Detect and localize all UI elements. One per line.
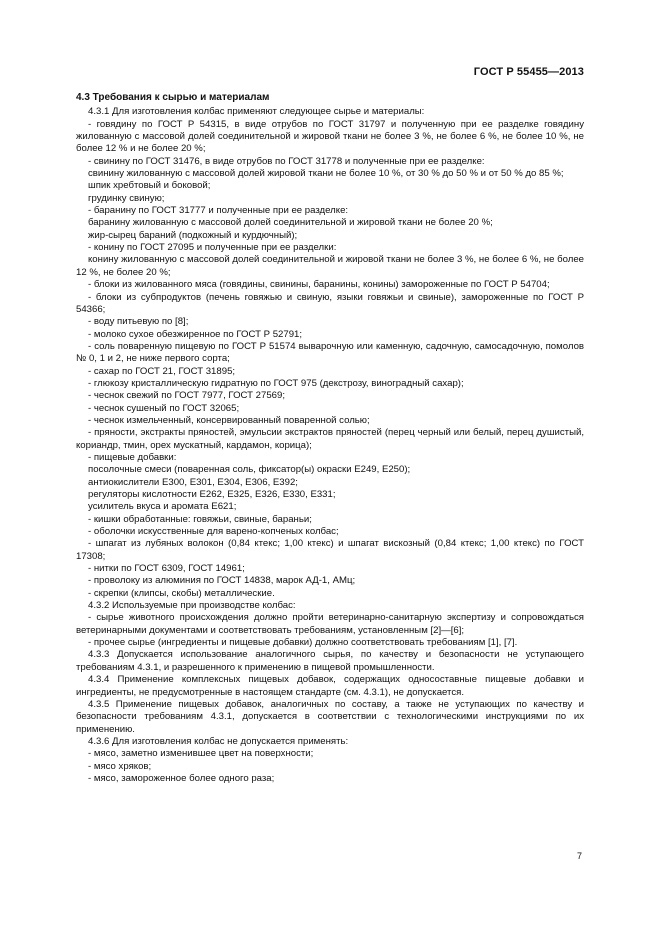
paragraph: - нитки по ГОСТ 6309, ГОСТ 14961; [88,563,245,575]
paragraph: - конину по ГОСТ 27095 и полученные при ее разделки: [88,242,337,254]
paragraph: - мясо, заметно изменившее цвет на поверхности; [88,748,314,760]
paragraph: - проволоку из алюминия по ГОСТ 14838, марок АД-1, АМц; [88,575,356,587]
paragraph: свинину жилованную с массовой долей жировой ткани не более 10 %, от 30 % до 50 % и от 50 % до 85 %; [88,168,564,180]
paragraph: грудинку свиную; [88,192,165,204]
paragraph: 4.3.5 Применение пищевых добавок, аналогичных по составу, а также не уступающих по качеству и безопасности требованиям 4.3.1, допускается в соответствии с технологическими инструкциями по их применению. [76,698,584,735]
paragraph: 4.3.2 Используемые при производстве колбас: [88,600,296,612]
paragraph: баранину жилованную с массовой долей соединительной и жировой ткани не более 20 %; [88,217,493,229]
paragraph: - сырье животного происхождения должно пройти ветеринарно-санитарную экспертизу и сопровождаться ветеринарными документами и соответствовать требованиям, установленным [2]—[6]; [76,612,584,636]
paragraph: - мясо, замороженное более одного раза; [88,772,275,784]
paragraph-list [76,106,584,785]
paragraph: - чеснок сушеный по ГОСТ 32065; [88,402,240,414]
paragraph: - скрепки (клипсы, скобы) металлические. [88,587,275,599]
paragraph: - глюкозу кристаллическую гидратную по ГОСТ 975 (декстрозу, виноградный сахар); [88,377,464,389]
paragraph: - оболочки искусственные для варено-копченых колбас; [88,526,339,538]
paragraph: - пряности, экстракты пряностей, эмульсии экстрактов пряностей (перец черный или белый, перец душистый, кориандр, тмин, орех мускатный, кардамон, корица); [76,427,584,451]
paragraph: 4.3.4 Применение комплексных пищевых добавок, содержащих односоставные пищевые добавки и ингредиенты, не предусмотренные в настоящем стандарте (см. 4.3.1), не допускается. [76,674,584,698]
standard-header: ГОСТ Р 55455—2013 [473,66,584,78]
paragraph: усилитель вкуса и аромата Е621; [88,501,237,513]
paragraph: антиокислители Е300, Е301, Е304, Е306, Е392; [88,476,298,488]
paragraph: - блоки из жилованного мяса (говядины, свинины, баранины, конины) замороженные по ГОСТ Р 54704; [88,279,550,291]
paragraph: регуляторы кислотности Е262, Е325, Е326, Е330, Е331; [88,489,336,500]
paragraph: - чеснок измельченный, консервированный поваренной солью; [88,414,370,426]
paragraph: жир-сырец бараний (подкожный и курдючный); [88,229,298,241]
paragraph: посолочные смеси (поваренная соль, фиксатор(ы) окраски Е249, Е250); [88,464,411,476]
paragraph: 4.3.1 Для изготовления колбас применяют следующее сырье и материалы: [88,106,425,118]
paragraph: - прочее сырье (ингредиенты и пищевые добавки) должно соответствовать требованиям [1], [7]. [88,637,518,649]
paragraph: - соль поваренную пищевую по ГОСТ Р 51574 выварочную или каменную, садочную, самосадочную, помолов № 0, 1 и 2, не ниже первого сорта; [76,340,584,365]
paragraph: конину жилованную с массовой долей соединительной и жировой ткани не более 3 %, не более 6 %, не более 12 %, не более 20 %; [76,254,584,278]
paragraph: - молоко сухое обезжиренное по ГОСТ Р 52791; [88,328,303,340]
paragraph: - баранину по ГОСТ 31777 и полученные при ее разделке: [88,205,349,217]
document-body [76,92,584,785]
paragraph: - мясо хряков; [88,760,152,772]
paragraph: - воду питьевую по [8]; [88,316,189,328]
paragraph: - чеснок свежий по ГОСТ 7977, ГОСТ 27569; [88,390,286,402]
paragraph: шпик хребтовый и боковой; [88,180,211,192]
page-number: 7 [577,851,583,861]
paragraph: - шпагат из лубяных волокон (0,84 ктекс; 1,00 ктекс) и шпагат вискозный (0,84 ктекс; 1,00 ктекс) по ГОСТ 17308; [76,538,584,562]
paragraph: 4.3.3 Допускается использование аналогичного сырья, по качеству и безопасности не уступающего требованиям 4.3.1, и разрешенного к применению в пищевой промышленности. [76,649,584,673]
paragraph: - кишки обработанные: говяжьи, свиные, бараньи; [88,513,312,525]
paragraph: - говядину по ГОСТ Р 54315, в виде отрубов по ГОСТ 31797 и полученную при ее разделке говядину жилованную с массовой долей соединительной и жировой ткани не более 3 %, не более 6 %, не более 10 %, не более 12 % и не более 20 %; [76,118,584,155]
paragraph: - пищевые добавки: [88,451,177,463]
paragraph: - свинину по ГОСТ 31476, в виде отрубов по ГОСТ 31778 и полученные при ее разделке: [88,155,485,167]
paragraph: - блоки из субпродуктов (печень говяжью и свиную, языки говяжьи и свиные), замороженные по ГОСТ Р 54366; [76,291,584,315]
paragraph: - сахар по ГОСТ 21, ГОСТ 31895; [88,365,236,377]
section-heading: 4.3 Требования к сырью и материалам [76,92,270,103]
paragraph: 4.3.6 Для изготовления колбас не допускается применять: [88,735,349,747]
